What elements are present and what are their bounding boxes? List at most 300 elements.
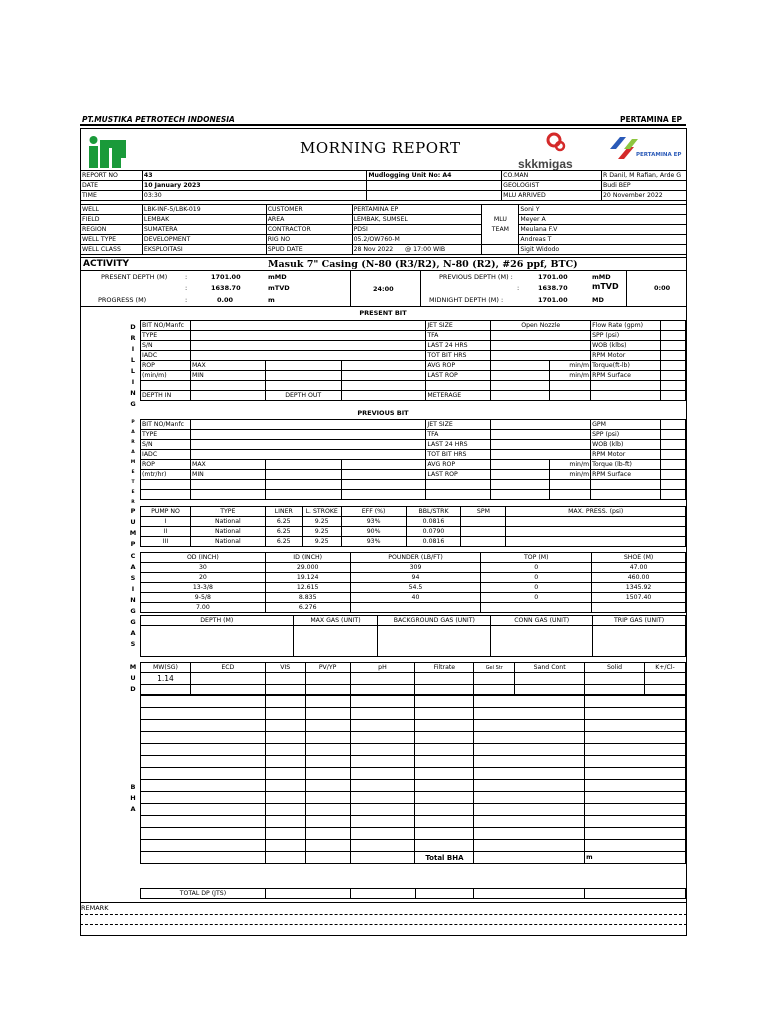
table-cell [265,732,305,744]
table-cell [474,828,585,840]
table-cell: 13-3/8 [141,583,266,593]
table-cell: (min/m) [141,371,191,381]
pump-side-label: P U M P [129,507,137,548]
wellclass: EKSPLOITASI [142,245,266,255]
table-cell [190,321,425,331]
customer: PERTAMINA EP [352,205,482,215]
table-cell [265,780,305,792]
table-cell: 9.25 [302,517,341,527]
table-cell [190,490,265,500]
table-cell [474,756,585,768]
table-cell: 9.25 [302,527,341,537]
table-cell: DEPTH OUT [265,391,341,401]
table-cell [367,181,502,191]
table-cell [491,450,591,460]
table-cell [141,852,266,864]
unit-label: Mudlogging Unit No: A4 [367,171,502,181]
table-cell [474,792,585,804]
table-cell [141,381,191,391]
table-cell: Open Nozzle [491,321,591,331]
casing-row [141,583,686,593]
table-cell [293,626,378,657]
table-cell: IADC [141,351,191,361]
table-cell [305,768,350,780]
table-cell [265,768,305,780]
table-cell: EFF (%) [341,507,406,517]
table-cell [474,768,585,780]
time-label: TIME [81,191,143,201]
table-cell [265,685,305,695]
table-cell [585,720,686,732]
table-cell: min/m [550,460,591,470]
gas-side-label: G A S [130,618,136,648]
table-cell [585,828,686,840]
table-cell [415,768,474,780]
mlu-arrived: 20 November 2022 [601,191,686,201]
previous-bit-table [140,419,686,500]
table-cell [350,744,415,756]
table-cell [593,626,686,657]
mlu-team-label: MLU TEAM [482,205,519,245]
mud-table [140,662,686,695]
table-cell [350,696,415,708]
table-cell: TYPE [141,430,191,440]
table-cell [415,828,474,840]
table-cell [585,780,686,792]
table-cell [141,768,266,780]
table-cell [265,361,341,371]
table-cell [265,381,341,391]
table-cell [350,792,415,804]
table-cell: RPM Surface [591,371,661,381]
table-cell: Torque(ft-lb) [591,361,661,371]
table-cell [474,840,585,852]
table-cell: SPP (psi) [591,331,661,341]
table-cell: TFA [426,430,491,440]
table-cell: 47.00 [592,563,686,573]
table-cell: 309 [350,563,481,573]
zero-time: 0:00 [654,284,671,292]
table-cell [190,430,425,440]
total-dp-table [140,888,686,899]
table-cell: 0.0790 [406,527,461,537]
table-cell [190,420,425,430]
table-cell: IADC [141,450,191,460]
spud-label: SPUD DATE [266,245,352,255]
table-cell [190,480,265,490]
table-cell [341,490,426,500]
table-cell [415,792,474,804]
table-cell [415,840,474,852]
table-cell [350,804,415,816]
table-cell [265,696,305,708]
table-cell [305,708,350,720]
table-cell: 40 [350,593,481,603]
table-cell: JET SIZE [426,321,491,331]
table-cell [661,420,686,430]
table-cell: MIN [190,371,265,381]
table-cell [474,673,515,685]
table-cell [265,804,305,816]
table-cell: 0.0816 [406,537,461,547]
table-cell [141,490,191,500]
table-cell [265,744,305,756]
present-bit-table [140,320,686,401]
table-cell: ID (INCH) [265,553,350,563]
table-cell: 0.0816 [406,517,461,527]
table-cell [350,780,415,792]
table-cell: BIT NO/Manfc [141,321,191,331]
table-cell [141,792,266,804]
table-cell [141,816,266,828]
team-member: Andreas T [519,235,687,245]
table-cell [341,381,426,391]
table-cell [474,708,585,720]
table-cell [141,480,191,490]
bha-table [140,695,686,864]
table-cell [491,490,550,500]
table-cell [265,708,305,720]
table-cell: 54.5 [350,583,481,593]
table-cell [190,351,425,361]
table-cell [415,756,474,768]
geologist-label: GEOLOGIST [502,181,602,191]
table-cell [491,361,550,371]
table-cell [341,371,426,381]
table-cell: (mtr/hr) [141,470,191,480]
table-cell [341,361,426,371]
table-cell [305,804,350,816]
table-cell [415,685,474,695]
pump-table [140,506,686,547]
table-cell [591,391,661,401]
table-cell: II [141,527,191,537]
table-cell: BACKGROUND GAS (UNIT) [378,616,491,626]
table-cell [426,480,491,490]
table-cell [461,527,506,537]
table-cell: 0 [481,563,592,573]
region-label: REGION [81,225,143,235]
table-cell: TFA [426,331,491,341]
table-cell [426,381,491,391]
wellclass-label: WELL CLASS [81,245,143,255]
team-member: Soni Y [519,205,687,215]
team-member: Meyer A [519,215,687,225]
table-cell: 6.276 [265,603,350,613]
table-cell: DEPTH (M) [141,616,294,626]
table-cell [350,768,415,780]
table-cell: LAST ROP [426,470,491,480]
rig-label: RIG NO [266,235,352,245]
table-cell [585,840,686,852]
table-cell: DEPTH IN [141,391,191,401]
table-cell [367,191,502,201]
table-cell: TYPE [141,331,191,341]
report-time: 03:30 [142,191,366,201]
client-name: PERTAMINA EP [620,115,682,124]
total-bha-unit: m [585,852,686,864]
field: LEMBAK [142,215,266,225]
casing-row [141,603,686,613]
table-cell: RPM Motor [591,351,661,361]
table-cell [141,708,266,720]
table-cell: METERAGE [426,391,491,401]
table-cell [474,804,585,816]
table-cell: min/m [550,371,591,381]
progress: 0.00 [217,296,234,304]
table-cell [350,603,481,613]
table-cell [661,430,686,440]
table-cell: AVG ROP [426,361,491,371]
table-cell [350,732,415,744]
table-cell [550,490,591,500]
table-cell: Flow Rate (gpm) [591,321,661,331]
table-cell: ROP [141,361,191,371]
rig: 05.2/OW760-M [352,235,482,245]
midnight-depth: 1701.00 [538,296,568,304]
spud-date: 28 Nov 2022 @ 17:00 WIB [352,245,482,255]
well-table [80,204,687,255]
table-cell [141,696,266,708]
table-cell: SPM [461,507,506,517]
region: SUMATERA [142,225,266,235]
table-cell: MAX [190,460,265,470]
table-cell [350,889,415,899]
table-cell: K+/Cl- [644,663,685,673]
table-cell: 12.615 [265,583,350,593]
table-cell [644,673,685,685]
table-cell [265,480,341,490]
table-cell [585,889,686,899]
table-cell [591,381,661,391]
table-cell [481,603,592,613]
table-cell: Filtrate [415,663,474,673]
table-cell: 1507.40 [592,593,686,603]
table-cell [305,720,350,732]
table-cell [350,840,415,852]
table-cell [491,480,550,490]
table-cell: ROP [141,460,191,470]
table-cell [415,816,474,828]
table-cell: 94 [350,573,481,583]
table-cell [141,626,294,657]
table-cell: 90% [341,527,406,537]
table-cell: S/N [141,341,191,351]
total-bha-label: Total BHA [415,852,474,864]
table-cell: 93% [341,517,406,527]
midnight-depth-label: MIDNIGHT DEPTH (M) : [429,296,504,304]
table-cell [491,430,591,440]
table-cell: National [190,517,265,527]
table-cell [426,490,491,500]
table-cell [350,708,415,720]
table-cell [506,527,686,537]
table-cell: VIS [265,663,305,673]
table-cell: MIN [190,470,265,480]
well-label: WELL [81,205,143,215]
table-cell: 0 [481,583,592,593]
table-cell: PV/YP [305,663,350,673]
table-cell [265,852,305,864]
progress-label: PROGRESS (M) [98,296,147,304]
table-cell [350,852,415,864]
table-cell: 0 [481,573,592,583]
table-cell [378,626,491,657]
skkmigas-logo-text: skkmigas [518,157,573,171]
table-cell [585,792,686,804]
pump-row [141,537,686,547]
table-cell [350,756,415,768]
previous-depth-label: PREVIOUS DEPTH (M) : [439,273,513,281]
table-cell [482,245,519,255]
area-label: AREA [266,215,352,225]
table-cell [491,460,550,470]
previous-bit-title: PREVIOUS BIT [357,409,409,417]
casing-row [141,593,686,603]
table-cell [265,792,305,804]
table-cell: 9.25 [302,537,341,547]
table-cell [265,460,341,470]
table-cell: Torque (lb-ft) [591,460,661,470]
table-cell: 6.25 [265,537,302,547]
table-cell: 30 [141,563,266,573]
table-cell [461,537,506,547]
table-cell [190,685,265,695]
table-cell [474,852,585,864]
table-cell [265,490,341,500]
table-cell [305,744,350,756]
table-cell [491,626,593,657]
total-dp-label: TOTAL DP (JTS) [141,889,266,899]
table-cell [265,470,341,480]
report-hour: 24:00 [373,285,394,293]
table-cell: MAX [190,361,265,371]
table-cell: 6.25 [265,517,302,527]
report-no: 43 [142,171,366,181]
table-cell [141,732,266,744]
table-cell [591,490,661,500]
table-cell [491,381,550,391]
table-cell [190,391,265,401]
table-cell: 8.835 [265,593,350,603]
tvd-unit: mTVD [268,284,290,292]
table-cell [550,381,591,391]
table-cell [474,780,585,792]
activity-label: ACTIVITY [83,259,130,269]
table-cell [585,696,686,708]
table-cell [305,696,350,708]
table-cell [415,696,474,708]
casing-table [140,552,686,613]
coman-label: CO.MAN [502,171,602,181]
table-cell: 6.25 [265,527,302,537]
table-cell [265,828,305,840]
table-cell [661,470,686,480]
table-cell [415,708,474,720]
table-cell [491,371,550,381]
table-cell: LAST 24 HRS [426,341,491,351]
table-cell [461,517,506,527]
present-bit-title: PRESENT BIT [359,309,407,317]
table-cell: 7.00 [141,603,266,613]
table-cell [305,673,350,685]
table-cell [585,756,686,768]
table-cell [661,440,686,450]
table-cell [141,840,266,852]
well: LBK-INF-5/LBK-019 [142,205,266,215]
table-cell: BBL/STRK [406,507,461,517]
table-cell: TOT BIT HRS [426,450,491,460]
welltype-label: WELL TYPE [81,235,143,245]
table-cell [350,685,415,695]
table-cell [661,460,686,470]
table-cell [265,840,305,852]
mud-weight: 1.14 [141,673,191,685]
table-cell [141,720,266,732]
table-cell [661,391,686,401]
table-cell: TOT BIT HRS [426,351,491,361]
table-cell [661,331,686,341]
table-cell [585,744,686,756]
table-cell: 29.000 [265,563,350,573]
table-cell: WOB (klbs) [591,341,661,351]
gas-table [140,615,686,657]
table-cell: TOP (M) [481,553,592,563]
table-cell [341,460,426,470]
table-cell: 0 [481,593,592,603]
previous-tvd-unit: mTVD [592,282,619,291]
table-cell: Sand Cont [515,663,585,673]
table-cell: POUNDER (LB/FT) [350,553,481,563]
table-cell [491,331,591,341]
table-cell: Gel Str [474,663,515,673]
table-cell: MW(SG) [141,663,191,673]
report-date: 10 January 2023 [142,181,366,191]
table-cell [141,828,266,840]
pump-row [141,517,686,527]
table-cell [190,440,425,450]
table-cell [644,685,685,695]
present-depth-label: PRESENT DEPTH (M) [101,273,168,281]
table-cell [350,673,415,685]
casing-row [141,573,686,583]
table-cell [415,732,474,744]
table-cell [415,673,474,685]
team-member: Sigit Widodo [519,245,687,255]
table-cell: OD (INCH) [141,553,266,563]
table-cell [661,321,686,331]
table-cell: CONN GAS (UNIT) [491,616,593,626]
table-cell [265,756,305,768]
pertamina-logo-text: PERTAMINA EP [636,152,682,158]
field-label: FIELD [81,215,143,225]
coman: R Danil, M Rafian, Arde G [601,171,686,181]
md-unit: mMD [268,273,287,281]
table-cell [141,780,266,792]
table-cell [474,720,585,732]
table-cell [190,450,425,460]
table-cell [415,720,474,732]
table-cell: MAX GAS (UNIT) [293,616,378,626]
table-cell [661,381,686,391]
table-cell: 19.124 [265,573,350,583]
mud-side-label: M U D [129,663,137,693]
table-cell: S/N [141,440,191,450]
table-cell [491,351,591,361]
bha-side-label: B H A [130,783,136,813]
table-cell [474,744,585,756]
table-cell: National [190,527,265,537]
